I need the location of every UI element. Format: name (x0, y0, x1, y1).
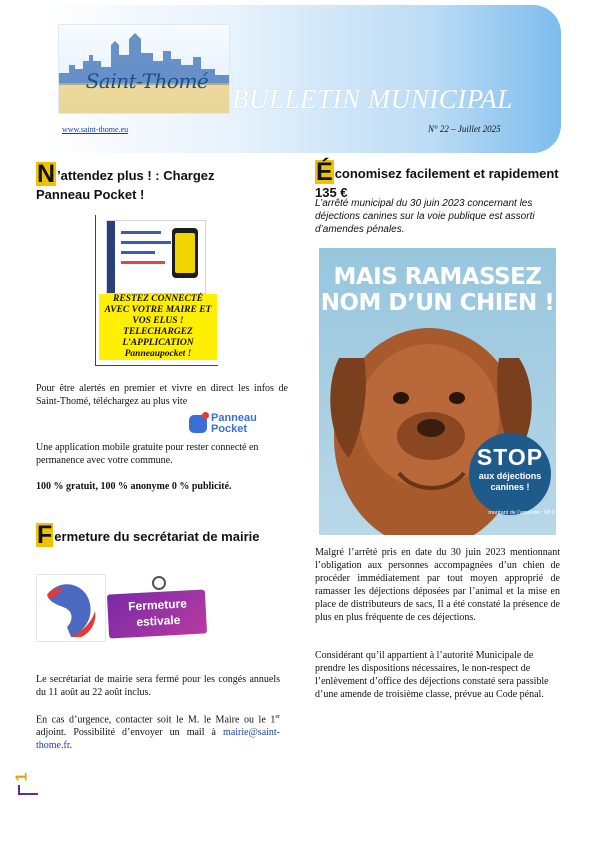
dejections-paragraph: Malgré l’arrêté pris en date du 30 juin 2023 mentionnant l’obligation aux personnes accompagnées d’un chien de procéder immédiatement par tout moyen approprié de ramasser les déjections déposées par l’animal et la mise en place de distributeurs de sacs, Il a été constaté la présence de plus en plus fréquente de ces déjections. (315, 547, 560, 623)
article-title-fermeture: F ermeture du secrétariat de mairie (37, 521, 260, 549)
amende-paragraph: Considérant qu’il appartient à l’autorité Municipale de prendre les dispositions nécessaires, le non-respect de l’enlèvement d’office des déjections constaté sera passible d’une amende de troisième classe, prévue au Code pénal. (315, 650, 549, 700)
email-link[interactable]: mairie@saint-thome.fr (36, 727, 281, 752)
closing-dates-text: Le secrétariat de mairie sera fermé pour les congés annuels du 11 août au 22 août inclus. (36, 674, 280, 698)
app-features: 100 % gratuit, 100 % anonyme 0 % publicité. (36, 481, 232, 492)
issue-number: N° 22 – Juillet 2025 (428, 124, 501, 134)
stop-badge: STOP aux déjections canines ! (469, 433, 551, 515)
emergency-contact-text: En cas d’urgence, contacter soit le M. le Maire ou le 1er adjoint. Possibilité d’envoyer un mail à mairie@saint-thome.fr. (36, 714, 281, 752)
website-link[interactable]: www.saint-thome.eu (62, 125, 129, 134)
article-title-panneau-pocket: N ’attendez plus ! : Chargez Panneau Pocket ! (36, 160, 215, 202)
drop-cap: N (37, 160, 56, 188)
phone-icon (172, 228, 198, 278)
sign-board: Fermeture estivale (107, 589, 207, 638)
marianne-logo (36, 574, 106, 642)
page-marker-bar (18, 793, 38, 795)
marianne-icon (37, 575, 105, 641)
bulletin-title: BULLETIN MUNICIPAL (232, 84, 513, 114)
notification-dot-icon (202, 412, 209, 419)
drop-cap: F (37, 521, 53, 549)
drop-cap: É (316, 158, 333, 186)
panneau-intro-text: Pour être alertés en premier et vivre en direct les infos de Saint-Thomé, téléchargez au plus vite (36, 383, 288, 407)
page-number: 1 (13, 772, 31, 782)
article-title-economisez: É conomisez facilement et rapidement 135 € (315, 158, 559, 200)
flyer-line (121, 251, 155, 254)
flyer-line (121, 261, 165, 264)
fine-amount: montant de l’amende : 68 € (488, 510, 555, 516)
flyer-line (121, 231, 161, 234)
logo-text: Saint-Thomé (85, 69, 209, 93)
arrete-intro: L’arrêté municipal du 30 juin 2023 concernant les déjections canines sur la voie publique est assorti d’amendes pénales. (315, 198, 535, 235)
flyer-strip (107, 221, 115, 293)
poster-slogan: RESTEZ CONNECTÉ AVEC VOTRE MAIRE ET VOS ELUS ! TELECHARGEZ L’APPLICATION Panneaupocket ! (99, 294, 217, 360)
phone-screen (175, 233, 195, 273)
panneau-pocket-logo: Panneau Pocket (189, 412, 261, 436)
dog-poster-image (319, 248, 556, 535)
town-logo (58, 24, 230, 114)
sign-hook-icon (152, 576, 166, 590)
poster-headline: MAIS RAMASSEZ NOM D’UN CHIEN ! (320, 264, 555, 316)
fermeture-estivale-sign (108, 576, 212, 638)
app-description: Une application mobile gratuite pour rester connecté en permanence avec votre commune. (36, 442, 259, 466)
flyer-line (121, 241, 171, 244)
